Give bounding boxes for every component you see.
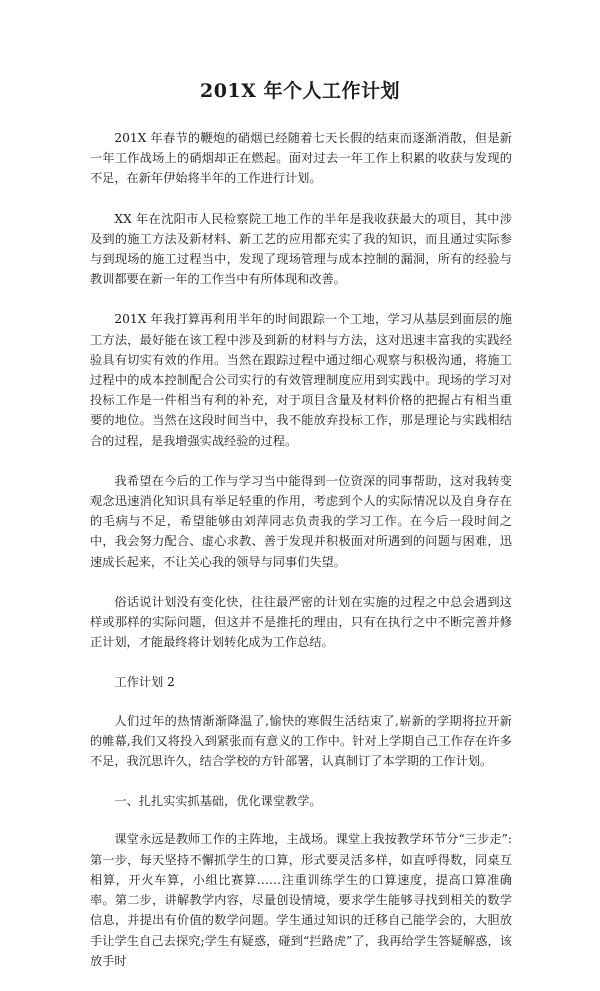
document-body — [90, 128, 512, 991]
paragraph-1: 201X 年春节的鞭炮的硝烟已经随着七天长假的结束而逐渐消散，但是新一年工作战场上的硝烟却正在燃起。面对过去一年工作上积累的收获与发现的不足，在新年伊始将半年的工作进行计划。 — [90, 131, 512, 186]
section-heading-1: 一、扎扎实实抓基础，优化课堂教学。 — [114, 794, 322, 809]
paragraph-2: XX 年在沈阳市人民检察院工地工作的半年是我收获最大的项目，其中涉及到的施工方法及新材料、新工艺的应用都充实了我的知识，而且通过实际参与到现场的施工过程当中，发现了现场管理与成本控制的漏洞，所有的经验与教训都要在新一年的工作当中有所体现和改善。 — [90, 211, 512, 287]
paragraph-6: 人们过年的热情渐渐降温了,愉快的寒假生活结束了,崭新的学期将拉开新的帷幕,我们又将投入到紧张而有意义的工作中。针对上学期自己工作存在许多不足，我沉思许久，结合学校的方针部署，认真制订了本学期的工作计划。 — [90, 713, 512, 769]
document-title: 201X 年个人工作计划 — [199, 80, 401, 102]
paragraph-3: 201X 年我打算再利用半年的时间跟踪一个工地，学习从基层到面层的施工方法，最好能在该工程中涉及到新的材料与方法，这对迅速丰富我的实践经验具有切实有效的作用。当然在跟踪过程中通过细心观察与积极沟通，将施工过程中的成本控制配合公司实行的有效管理制度应用到实践中。现场的学习对投标工作是一件相当有利的补充，对于项目含量及材料价格的把握占有相当重要的地位。当然在这段时间当中，我不能放弃投标工作，那是理论与实践相结合的过程，是我增强实战经验的过程。 — [90, 312, 512, 448]
section-heading-plan-2: 工作计划 2 — [114, 675, 175, 690]
paragraph-5: 俗话说计划没有变化快，往往最严密的计划在实施的过程之中总会遇到这样或那样的实际问题，但这并不是推托的理由，只有在执行之中不断完善并修正计划，才能最终将计划转化成为工作总结。 — [90, 594, 512, 650]
paragraph-4: 我希望在今后的工作与学习当中能得到一位资深的同事帮助，这对我转变观念迅速消化知识具有举足轻重的作用，考虑到个人的实际情况以及自身存在的毛病与不足，希望能够由刘萍同志负责我的学习工作。在今后一段时间之中，我会努力配合、虚心求教、善于发现并积极面对所遇到的问题与困难，迅速成长起来，不让关心我的领导与同事们失望。 — [90, 473, 512, 569]
paragraph-7: 课堂永远是教师工作的主阵地，主战场。课堂上我按教学环节分“三步走”:第一步，每天坚持不懈抓学生的口算，形式要灵活多样，如直呼得数，同桌互相算，开火车算，小组比赛算……注重训练学生的口算速度，提高口算准确率。第二步，讲解教学内容，尽量创设情境，要求学生能够寻找到相关的数学信息，并提出有价值的数学问题。学生通过知识的迁移自己能学会的，大胆放手让学生自己去探究;学生有疑惑，碰到“拦路虎”了，我再给学生答疑解惑，该放手时 — [90, 832, 512, 968]
